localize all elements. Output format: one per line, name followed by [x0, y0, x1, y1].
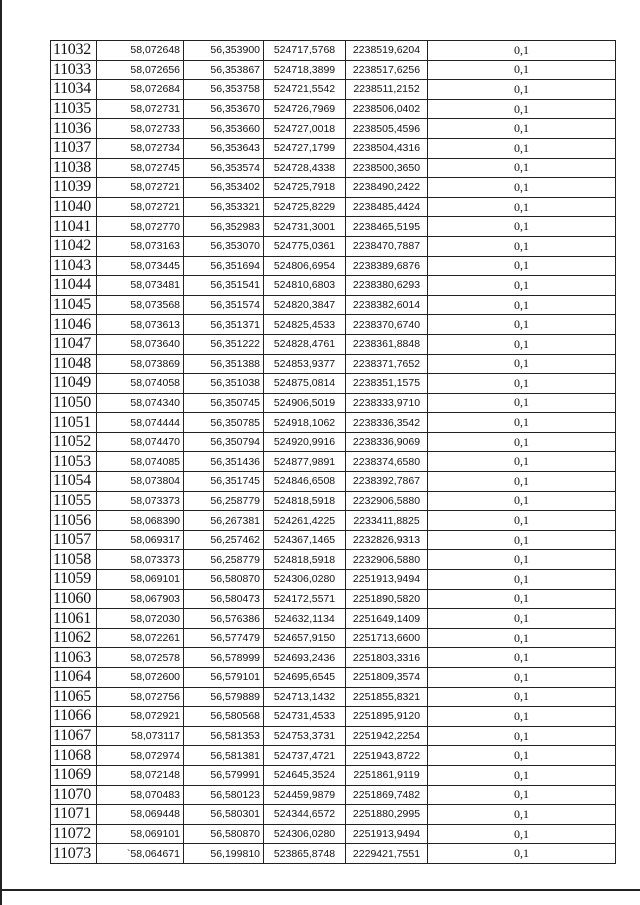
cell-point-id: 11064: [51, 668, 97, 688]
cell-coord-y: 2238506,0402: [346, 99, 428, 119]
cell-value: 0,1: [428, 609, 616, 629]
cell-coord-y: 2233411,8825: [346, 511, 428, 531]
cell-value: 0,1: [428, 707, 616, 727]
cell-latitude: 58,072721: [97, 178, 184, 198]
cell-latitude: 58,073117: [97, 726, 184, 746]
table-row: [51, 844, 616, 864]
cell-coord-y: 2238485,4424: [346, 197, 428, 217]
cell-coord-y: 2251942,2254: [346, 726, 428, 746]
table-row: [51, 374, 616, 394]
cell-longitude: 56,579991: [184, 765, 264, 785]
cell-value: 0,1: [428, 432, 616, 452]
cell-value: 0,1: [428, 530, 616, 550]
cell-longitude: 56,352983: [184, 217, 264, 237]
cell-coord-y: 2251895,9120: [346, 707, 428, 727]
cell-coord-x: 524657,9150: [264, 628, 346, 648]
table-row: [51, 99, 616, 119]
cell-point-id: 11047: [51, 334, 97, 354]
table-row: [51, 158, 616, 178]
cell-coord-y: 2251649,1409: [346, 609, 428, 629]
cell-coord-x: 524725,8229: [264, 197, 346, 217]
cell-longitude: 56,351038: [184, 374, 264, 394]
cell-coord-x: 524306,0280: [264, 570, 346, 590]
cell-longitude: 56,580568: [184, 707, 264, 727]
cell-coord-y: 2238504,4316: [346, 138, 428, 158]
cell-point-id: 11065: [51, 687, 97, 707]
cell-latitude: 58,073869: [97, 354, 184, 374]
cell-longitude: 56,258779: [184, 550, 264, 570]
cell-point-id: 11033: [51, 60, 97, 80]
cell-point-id: 11055: [51, 491, 97, 511]
cell-latitude: 58,073613: [97, 315, 184, 335]
cell-coord-x: 524753,3731: [264, 726, 346, 746]
cell-longitude: 56,580473: [184, 589, 264, 609]
table-row: [51, 276, 616, 296]
cell-latitude: 58,073481: [97, 276, 184, 296]
table-row: [51, 765, 616, 785]
cell-coord-x: 524725,7918: [264, 178, 346, 198]
table-row: [51, 452, 616, 472]
cell-point-id: 11051: [51, 413, 97, 433]
cell-value: 0,1: [428, 354, 616, 374]
cell-coord-x: 524820,3847: [264, 295, 346, 315]
cell-coord-y: 2251855,8321: [346, 687, 428, 707]
cell-latitude: 58,074340: [97, 393, 184, 413]
cell-coord-y: 2238490,2422: [346, 178, 428, 198]
table-row: [51, 570, 616, 590]
cell-longitude: 56,351436: [184, 452, 264, 472]
cell-coord-y: 2251861,9119: [346, 765, 428, 785]
cell-latitude: 58,073804: [97, 472, 184, 492]
cell-coord-x: 524695,6545: [264, 668, 346, 688]
cell-longitude: 56,350794: [184, 432, 264, 452]
cell-point-id: 11068: [51, 746, 97, 766]
cell-coord-x: 524713,1432: [264, 687, 346, 707]
cell-coord-y: 2238336,3542: [346, 413, 428, 433]
cell-latitude: 58,074444: [97, 413, 184, 433]
cell-value: 0,1: [428, 41, 616, 61]
cell-value: 0,1: [428, 256, 616, 276]
cell-coord-x: 524306,0280: [264, 824, 346, 844]
cell-point-id: 11066: [51, 707, 97, 727]
cell-latitude: `58,064671: [97, 844, 184, 864]
cell-latitude: 58,073640: [97, 334, 184, 354]
cell-coord-x: 524810,6803: [264, 276, 346, 296]
cell-latitude: 58,072770: [97, 217, 184, 237]
cell-longitude: 56,577479: [184, 628, 264, 648]
cell-longitude: 56,267381: [184, 511, 264, 531]
cell-value: 0,1: [428, 334, 616, 354]
cell-value: 0,1: [428, 648, 616, 668]
cell-coord-y: 2238519,6204: [346, 41, 428, 61]
cell-latitude: 58,074085: [97, 452, 184, 472]
cell-longitude: 56,581381: [184, 746, 264, 766]
cell-longitude: 56,353867: [184, 60, 264, 80]
table-row: [51, 295, 616, 315]
cell-point-id: 11049: [51, 374, 97, 394]
cell-coord-x: 524726,7969: [264, 99, 346, 119]
cell-point-id: 11071: [51, 805, 97, 825]
cell-coord-y: 2238374,6580: [346, 452, 428, 472]
table-row: [51, 138, 616, 158]
cell-latitude: 58,069448: [97, 805, 184, 825]
table-row: [51, 393, 616, 413]
cell-longitude: 56,351388: [184, 354, 264, 374]
cell-longitude: 56,353070: [184, 236, 264, 256]
cell-coord-x: 524645,3524: [264, 765, 346, 785]
cell-value: 0,1: [428, 178, 616, 198]
cell-coord-x: 524875,0814: [264, 374, 346, 394]
cell-latitude: 58,072974: [97, 746, 184, 766]
table-row: [51, 80, 616, 100]
cell-point-id: 11039: [51, 178, 97, 198]
cell-point-id: 11060: [51, 589, 97, 609]
cell-coord-x: 524906,5019: [264, 393, 346, 413]
cell-longitude: 56,257462: [184, 530, 264, 550]
cell-coord-x: 524828,4761: [264, 334, 346, 354]
cell-coord-x: 523865,8748: [264, 844, 346, 864]
cell-point-id: 11069: [51, 765, 97, 785]
cell-value: 0,1: [428, 236, 616, 256]
table-row: [51, 648, 616, 668]
cell-coord-y: 2251913,9494: [346, 570, 428, 590]
table-row: [51, 511, 616, 531]
cell-coord-x: 524877,9891: [264, 452, 346, 472]
cell-latitude: 58,072648: [97, 41, 184, 61]
cell-coord-y: 2232906,5880: [346, 550, 428, 570]
cell-coord-x: 524806,6954: [264, 256, 346, 276]
cell-value: 0,1: [428, 511, 616, 531]
cell-longitude: 56,353758: [184, 80, 264, 100]
cell-latitude: 58,072733: [97, 119, 184, 139]
cell-value: 0,1: [428, 119, 616, 139]
cell-latitude: 58,072261: [97, 628, 184, 648]
table-row: [51, 413, 616, 433]
cell-point-id: 11048: [51, 354, 97, 374]
cell-coord-x: 524731,4533: [264, 707, 346, 727]
cell-latitude: 58,067903: [97, 589, 184, 609]
cell-point-id: 11073: [51, 844, 97, 864]
cell-coord-x: 524727,1799: [264, 138, 346, 158]
cell-coord-y: 2251803,3316: [346, 648, 428, 668]
cell-coord-y: 2238500,3650: [346, 158, 428, 178]
cell-coord-x: 524261,4225: [264, 511, 346, 531]
cell-coord-x: 524693,2436: [264, 648, 346, 668]
cell-coord-y: 2238505,4596: [346, 119, 428, 139]
table-row: [51, 628, 616, 648]
cell-point-id: 11050: [51, 393, 97, 413]
cell-point-id: 11043: [51, 256, 97, 276]
cell-coord-y: 2232826,9313: [346, 530, 428, 550]
cell-latitude: 58,072734: [97, 138, 184, 158]
table-row: [51, 550, 616, 570]
cell-longitude: 56,579101: [184, 668, 264, 688]
cell-point-id: 11032: [51, 41, 97, 61]
cell-coord-y: 2238511,2152: [346, 80, 428, 100]
cell-coord-x: 524846,6508: [264, 472, 346, 492]
cell-longitude: 56,353643: [184, 138, 264, 158]
cell-longitude: 56,351574: [184, 295, 264, 315]
table-row: [51, 432, 616, 452]
table-row: [51, 178, 616, 198]
cell-point-id: 11038: [51, 158, 97, 178]
table-row: [51, 609, 616, 629]
cell-value: 0,1: [428, 746, 616, 766]
cell-value: 0,1: [428, 687, 616, 707]
coordinates-table: [50, 40, 616, 864]
table-row: [51, 315, 616, 335]
cell-point-id: 11040: [51, 197, 97, 217]
cell-latitude: 58,072600: [97, 668, 184, 688]
cell-coord-x: 524344,6572: [264, 805, 346, 825]
cell-coord-x: 524172,5571: [264, 589, 346, 609]
cell-longitude: 56,576386: [184, 609, 264, 629]
cell-coord-y: 2251809,3574: [346, 668, 428, 688]
cell-point-id: 11042: [51, 236, 97, 256]
cell-point-id: 11072: [51, 824, 97, 844]
table-row: [51, 707, 616, 727]
cell-latitude: 58,068390: [97, 511, 184, 531]
table-row: [51, 805, 616, 825]
cell-value: 0,1: [428, 844, 616, 864]
cell-latitude: 58,070483: [97, 785, 184, 805]
cell-longitude: 56,581353: [184, 726, 264, 746]
cell-longitude: 56,579889: [184, 687, 264, 707]
cell-latitude: 58,073163: [97, 236, 184, 256]
cell-value: 0,1: [428, 80, 616, 100]
cell-coord-y: 2238336,9069: [346, 432, 428, 452]
cell-coord-y: 2251880,2995: [346, 805, 428, 825]
cell-coord-x: 524727,0018: [264, 119, 346, 139]
cell-value: 0,1: [428, 668, 616, 688]
cell-latitude: 58,072656: [97, 60, 184, 80]
cell-value: 0,1: [428, 315, 616, 335]
cell-coord-y: 2238351,1575: [346, 374, 428, 394]
cell-latitude: 58,069101: [97, 570, 184, 590]
table-row: [51, 668, 616, 688]
cell-point-id: 11044: [51, 276, 97, 296]
cell-point-id: 11034: [51, 80, 97, 100]
table-row: [51, 60, 616, 80]
cell-point-id: 11041: [51, 217, 97, 237]
table-row: [51, 687, 616, 707]
cell-point-id: 11054: [51, 472, 97, 492]
cell-coord-y: 2238380,6293: [346, 276, 428, 296]
cell-value: 0,1: [428, 491, 616, 511]
cell-coord-x: 524775,0361: [264, 236, 346, 256]
cell-point-id: 11070: [51, 785, 97, 805]
cell-longitude: 56,351222: [184, 334, 264, 354]
cell-value: 0,1: [428, 550, 616, 570]
table-row: [51, 236, 616, 256]
cell-longitude: 56,351541: [184, 276, 264, 296]
table-row: [51, 256, 616, 276]
cell-value: 0,1: [428, 765, 616, 785]
cell-latitude: 58,072756: [97, 687, 184, 707]
cell-point-id: 11037: [51, 138, 97, 158]
cell-coord-y: 2238361,8848: [346, 334, 428, 354]
cell-latitude: 58,072921: [97, 707, 184, 727]
cell-point-id: 11056: [51, 511, 97, 531]
cell-coord-x: 524728,4338: [264, 158, 346, 178]
cell-value: 0,1: [428, 452, 616, 472]
cell-value: 0,1: [428, 60, 616, 80]
cell-longitude: 56,351694: [184, 256, 264, 276]
cell-longitude: 56,580870: [184, 570, 264, 590]
cell-longitude: 56,353900: [184, 41, 264, 61]
cell-longitude: 56,353670: [184, 99, 264, 119]
table-row: [51, 589, 616, 609]
cell-value: 0,1: [428, 158, 616, 178]
cell-value: 0,1: [428, 99, 616, 119]
cell-value: 0,1: [428, 726, 616, 746]
cell-value: 0,1: [428, 138, 616, 158]
cell-coord-x: 524920,9916: [264, 432, 346, 452]
table-row: [51, 217, 616, 237]
cell-point-id: 11052: [51, 432, 97, 452]
cell-coord-y: 2238370,6740: [346, 315, 428, 335]
cell-coord-x: 524918,1062: [264, 413, 346, 433]
cell-value: 0,1: [428, 374, 616, 394]
cell-latitude: 58,069317: [97, 530, 184, 550]
cell-coord-y: 2238333,9710: [346, 393, 428, 413]
cell-point-id: 11058: [51, 550, 97, 570]
cell-coord-y: 2238382,6014: [346, 295, 428, 315]
cell-longitude: 56,353660: [184, 119, 264, 139]
cell-value: 0,1: [428, 295, 616, 315]
cell-coord-y: 2251943,8722: [346, 746, 428, 766]
cell-point-id: 11036: [51, 119, 97, 139]
cell-value: 0,1: [428, 628, 616, 648]
cell-value: 0,1: [428, 393, 616, 413]
cell-coord-y: 2251713,6600: [346, 628, 428, 648]
cell-point-id: 11053: [51, 452, 97, 472]
cell-value: 0,1: [428, 472, 616, 492]
cell-latitude: 58,072721: [97, 197, 184, 217]
cell-longitude: 56,580301: [184, 805, 264, 825]
table-row: [51, 824, 616, 844]
cell-value: 0,1: [428, 276, 616, 296]
cell-longitude: 56,351371: [184, 315, 264, 335]
cell-value: 0,1: [428, 217, 616, 237]
page-bottom-rule: [0, 889, 640, 891]
cell-coord-x: 524721,5542: [264, 80, 346, 100]
cell-longitude: 56,353574: [184, 158, 264, 178]
table-row: [51, 41, 616, 61]
cell-value: 0,1: [428, 413, 616, 433]
cell-longitude: 56,353402: [184, 178, 264, 198]
table-row: [51, 785, 616, 805]
cell-point-id: 11067: [51, 726, 97, 746]
cell-longitude: 56,199810: [184, 844, 264, 864]
cell-value: 0,1: [428, 824, 616, 844]
cell-value: 0,1: [428, 805, 616, 825]
page-left-edge: [0, 0, 2, 905]
cell-longitude: 56,258779: [184, 491, 264, 511]
table-row: [51, 354, 616, 374]
cell-coord-x: 524367,1465: [264, 530, 346, 550]
cell-point-id: 11057: [51, 530, 97, 550]
cell-coord-y: 2251890,5820: [346, 589, 428, 609]
cell-coord-x: 524818,5918: [264, 550, 346, 570]
cell-point-id: 11063: [51, 648, 97, 668]
cell-latitude: 58,073568: [97, 295, 184, 315]
cell-coord-x: 524818,5918: [264, 491, 346, 511]
cell-latitude: 58,073445: [97, 256, 184, 276]
cell-latitude: 58,074470: [97, 432, 184, 452]
cell-latitude: 58,072030: [97, 609, 184, 629]
cell-longitude: 56,350745: [184, 393, 264, 413]
cell-coord-x: 524853,9377: [264, 354, 346, 374]
table-row: [51, 726, 616, 746]
table-row: [51, 119, 616, 139]
cell-latitude: 58,072148: [97, 765, 184, 785]
cell-coord-x: 524459,9879: [264, 785, 346, 805]
cell-value: 0,1: [428, 197, 616, 217]
cell-latitude: 58,073373: [97, 491, 184, 511]
cell-latitude: 58,072578: [97, 648, 184, 668]
cell-coord-y: 2232906,5880: [346, 491, 428, 511]
cell-longitude: 56,350785: [184, 413, 264, 433]
cell-coord-y: 2238389,6876: [346, 256, 428, 276]
cell-coord-x: 524825,4533: [264, 315, 346, 335]
cell-coord-y: 2238465,5195: [346, 217, 428, 237]
cell-longitude: 56,351745: [184, 472, 264, 492]
cell-coord-y: 2238371,7652: [346, 354, 428, 374]
cell-longitude: 56,578999: [184, 648, 264, 668]
coordinates-table-body: [51, 41, 616, 864]
cell-latitude: 58,074058: [97, 374, 184, 394]
table-row: [51, 334, 616, 354]
cell-coord-x: 524731,3001: [264, 217, 346, 237]
cell-latitude: 58,072731: [97, 99, 184, 119]
cell-point-id: 11059: [51, 570, 97, 590]
cell-point-id: 11045: [51, 295, 97, 315]
cell-point-id: 11062: [51, 628, 97, 648]
cell-point-id: 11061: [51, 609, 97, 629]
cell-value: 0,1: [428, 570, 616, 590]
cell-value: 0,1: [428, 589, 616, 609]
cell-longitude: 56,353321: [184, 197, 264, 217]
cell-latitude: 58,072684: [97, 80, 184, 100]
cell-latitude: 58,072745: [97, 158, 184, 178]
cell-coord-x: 524718,3899: [264, 60, 346, 80]
cell-coord-y: 2229421,7551: [346, 844, 428, 864]
cell-coord-y: 2238470,7887: [346, 236, 428, 256]
table-row: [51, 472, 616, 492]
cell-coord-y: 2238517,6256: [346, 60, 428, 80]
cell-point-id: 11035: [51, 99, 97, 119]
cell-longitude: 56,580123: [184, 785, 264, 805]
table-row: [51, 491, 616, 511]
cell-coord-x: 524737,4721: [264, 746, 346, 766]
cell-coord-y: 2251869,7482: [346, 785, 428, 805]
cell-coord-y: 2238392,7867: [346, 472, 428, 492]
cell-latitude: 58,073373: [97, 550, 184, 570]
table-row: [51, 530, 616, 550]
cell-coord-x: 524717,5768: [264, 41, 346, 61]
table-row: [51, 746, 616, 766]
cell-coord-y: 2251913,9494: [346, 824, 428, 844]
cell-value: 0,1: [428, 785, 616, 805]
cell-coord-x: 524632,1134: [264, 609, 346, 629]
cell-longitude: 56,580870: [184, 824, 264, 844]
table-row: [51, 197, 616, 217]
cell-point-id: 11046: [51, 315, 97, 335]
cell-latitude: 58,069101: [97, 824, 184, 844]
